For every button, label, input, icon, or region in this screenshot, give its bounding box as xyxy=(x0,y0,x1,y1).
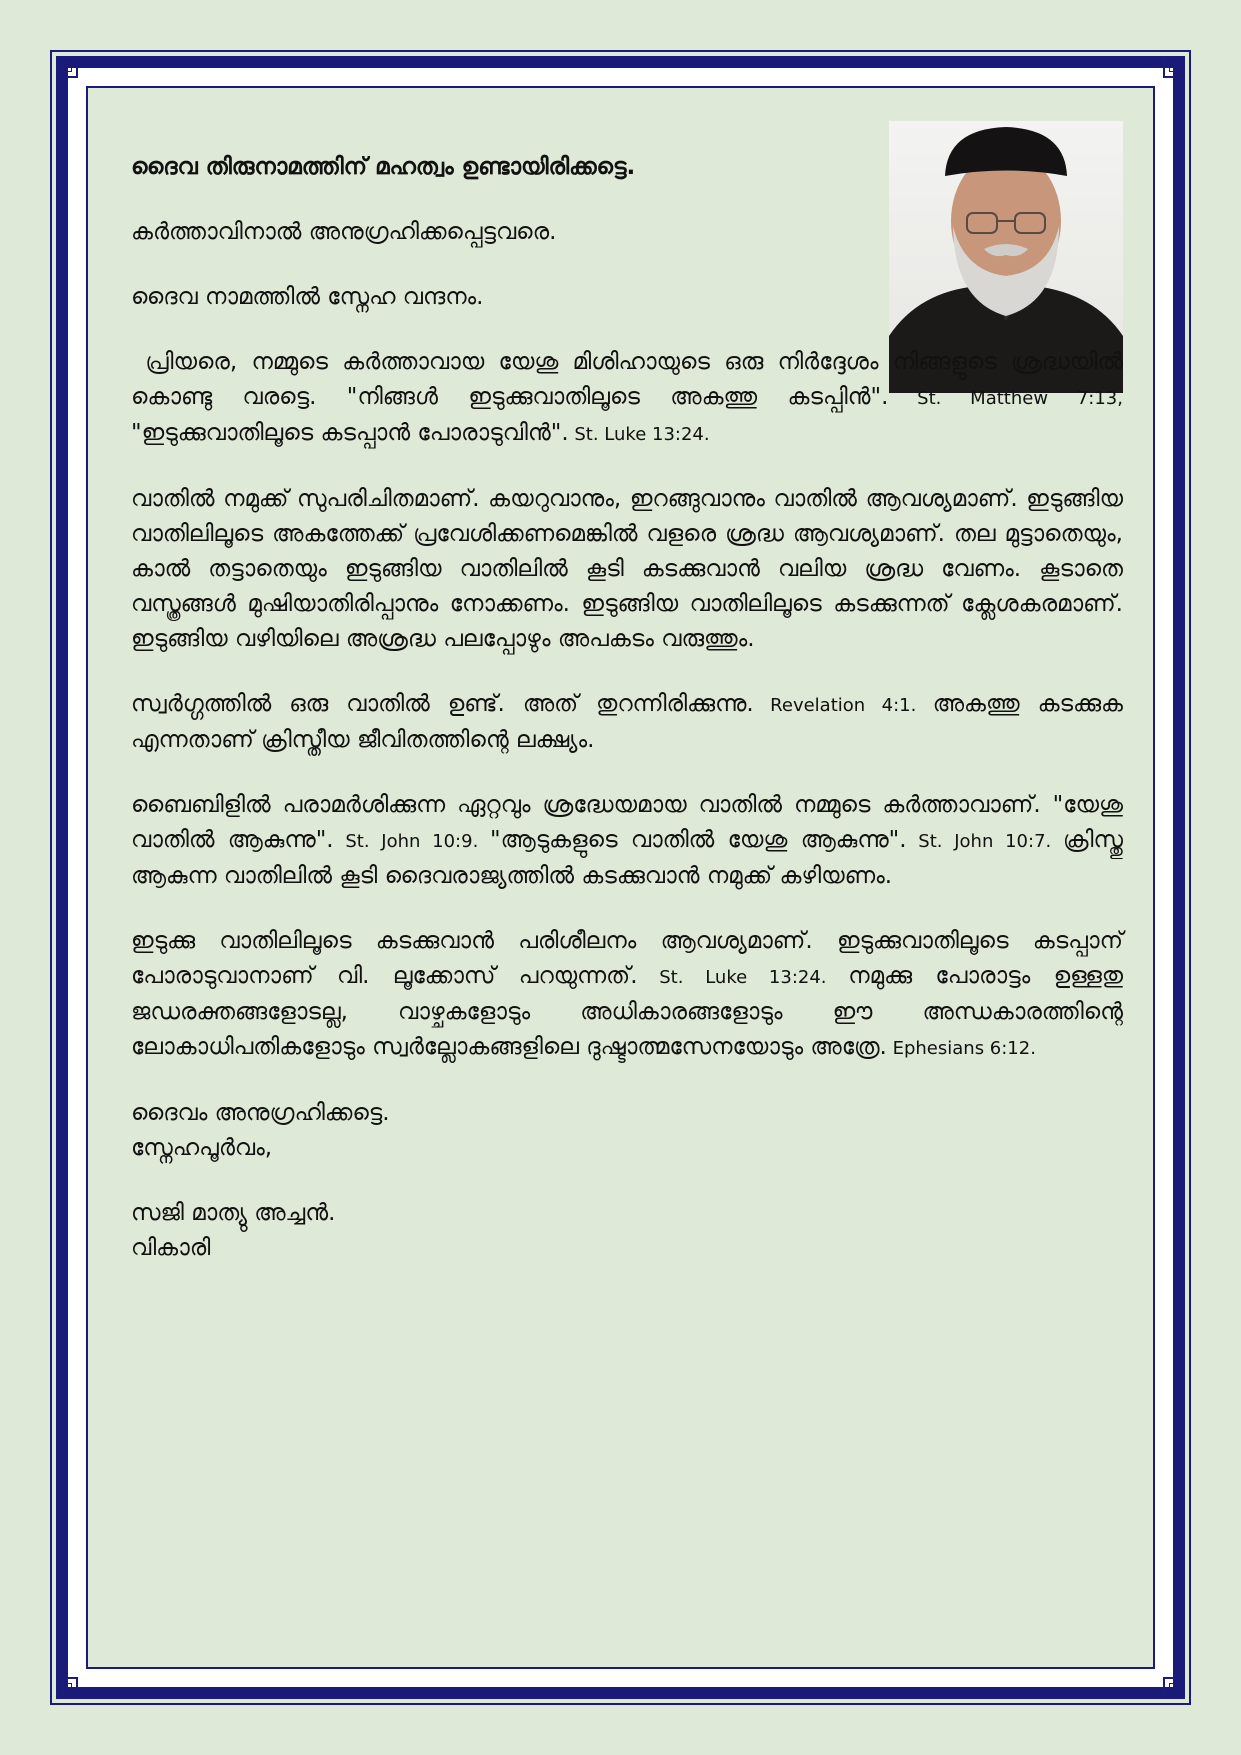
paragraph-struggle xyxy=(131,924,1123,1066)
paragraph-text: അകത്തു കടക്കുക എന്നതാണ് ക്രിസ്തീയ ജീവിതത്തിന്റെ ലക്ഷ്യം. xyxy=(131,691,1123,753)
border-corner-ornament xyxy=(1163,56,1185,78)
border-corner-ornament xyxy=(56,1677,78,1699)
paragraph-jesus-door xyxy=(131,788,1123,894)
paragraph-text: പ്രിയരെ, നമ്മുടെ കർത്താവായ യേശു മിശിഹായുടെ ഒരു നിർദ്ദേശം നിങ്ങളുടെ ശ്രദ്ധയിൽ കൊണ്ടു വരട്ടെ. "നിങ്ങൾ ഇടുക്കുവാതിലൂടെ അകത്തു കടപ്പിൻ". xyxy=(131,349,1123,410)
signature-title: വികാരി xyxy=(131,1235,211,1261)
scripture-reference: Ephesians 6:12. xyxy=(886,1038,1036,1059)
paragraph-text: സ്വർഗ്ഗത്തിൽ ഒരു വാതിൽ ഉണ്ട്. അത് തുറന്നിരിക്കുന്നു. xyxy=(131,691,754,717)
paragraph-narrow-door xyxy=(131,345,1123,452)
paragraph-text: "ആടുകളുടെ വാതിൽ യേശു ആകുന്നു". xyxy=(490,827,907,853)
letter-greeting: ദൈവ നാമത്തിൽ സ്നേഹ വന്ദനം. xyxy=(131,284,484,310)
paragraph-heaven-door xyxy=(131,687,1123,758)
letter-heading: ദൈവ തിരുനാമത്തിന് മഹത്വം ഉണ്ടായിരിക്കട്ടെ. xyxy=(131,154,636,180)
letter-salutation: കർത്താവിനാൽ അനുഗ്രഹിക്കപ്പെട്ടവരെ. xyxy=(131,219,557,245)
border-corner-ornament xyxy=(1163,1677,1185,1699)
border-corner-ornament xyxy=(56,56,78,78)
paragraph-door-care: വാതിൽ നമുക്ക് സുപരിചിതമാണ്. കയറുവാനും, ഇറങ്ങുവാനും വാതിൽ ആവശ്യമാണ്. ഇടുങ്ങിയ വാതിലിലൂടെ അകത്തേക്ക് പ്രവേശിക്കണമെങ്കിൽ വളരെ ശ്രദ്ധ ആവശ്യമാണ്. തല മുട്ടാതെയും, കാൽ തട്ടാതെയും ഇടുങ്ങിയ വാതിലിൽ കൂടി കടക്കുവാൻ വലിയ ശ്രദ്ധ വേണം. കൂടാതെ വസ്ത്രങ്ങൾ മുഷിയാതിരിപ്പാനും നോക്കണം. ഇടുങ്ങിയ വാതിലിലൂടെ കടക്കുന്നത് ക്ലേശകരമാണ്. ഇടുങ്ങിയ വഴിയിലെ അശ്രദ്ധ പലപ്പോഴും അപകടം വരുത്തും. xyxy=(131,486,1123,652)
scripture-reference: St. John 10:9. xyxy=(333,831,491,852)
letter-closing: സ്നേഹപൂർവം, xyxy=(131,1135,273,1161)
scripture-reference: Revelation 4:1. xyxy=(753,695,933,716)
scripture-reference: St. Matthew 7:13, xyxy=(888,388,1123,409)
paragraph-text: ഇടുക്കു വാതിലിലൂടെ കടക്കുവാൻ പരിശീലനം ആവശ്യമാണ്. ഇടുക്കുവാതിലൂടെ കടപ്പാന് പോരാടുവാനാണ് വി. ലൂക്കോസ് പറയുന്നത്. xyxy=(131,928,1123,989)
letter-blessing: ദൈവം അനുഗ്രഹിക്കട്ടെ. xyxy=(131,1100,390,1126)
letter-body xyxy=(131,150,1123,1296)
paragraph-text: ബൈബിളിൽ പരാമർശിക്കുന്ന ഏറ്റവും ശ്രദ്ധേയമായ വാതിൽ നമ്മുടെ കർത്താവാണ്. "യേശു വാതിൽ ആകുന്നു". xyxy=(131,792,1123,853)
paragraph-text: ക്രിസ്തു ആകുന്ന വാതിലിൽ കൂടി ദൈവരാജ്യത്തിൽ കടക്കുവാൻ നമുക്ക് കഴിയണം. xyxy=(131,827,1123,889)
signature-name: സജി മാത്യു അച്ചൻ. xyxy=(131,1200,336,1226)
scripture-reference: St. John 10:7. xyxy=(906,831,1063,852)
scripture-reference: St. Luke 13:24. xyxy=(568,424,710,445)
paragraph-text: നമുക്കു പോരാട്ടം ഉള്ളതു ജഡരക്തങ്ങളോടല്ല, വാഴ്ചകളോടും അധികാരങ്ങളോടും ഈ അന്ധകാരത്തിന്റെ ലോകാധിപതികളോടും സ്വർല്ലോകങ്ങളിലെ ദുഷ്ടാത്മസേനയോടും അത്രേ. xyxy=(131,963,1124,1060)
scripture-reference: St. Luke 13:24. xyxy=(637,967,849,988)
paragraph-text: "ഇടുക്കുവാതിലൂടെ കടപ്പാൻ പോരാടുവിൻ". xyxy=(131,420,569,446)
